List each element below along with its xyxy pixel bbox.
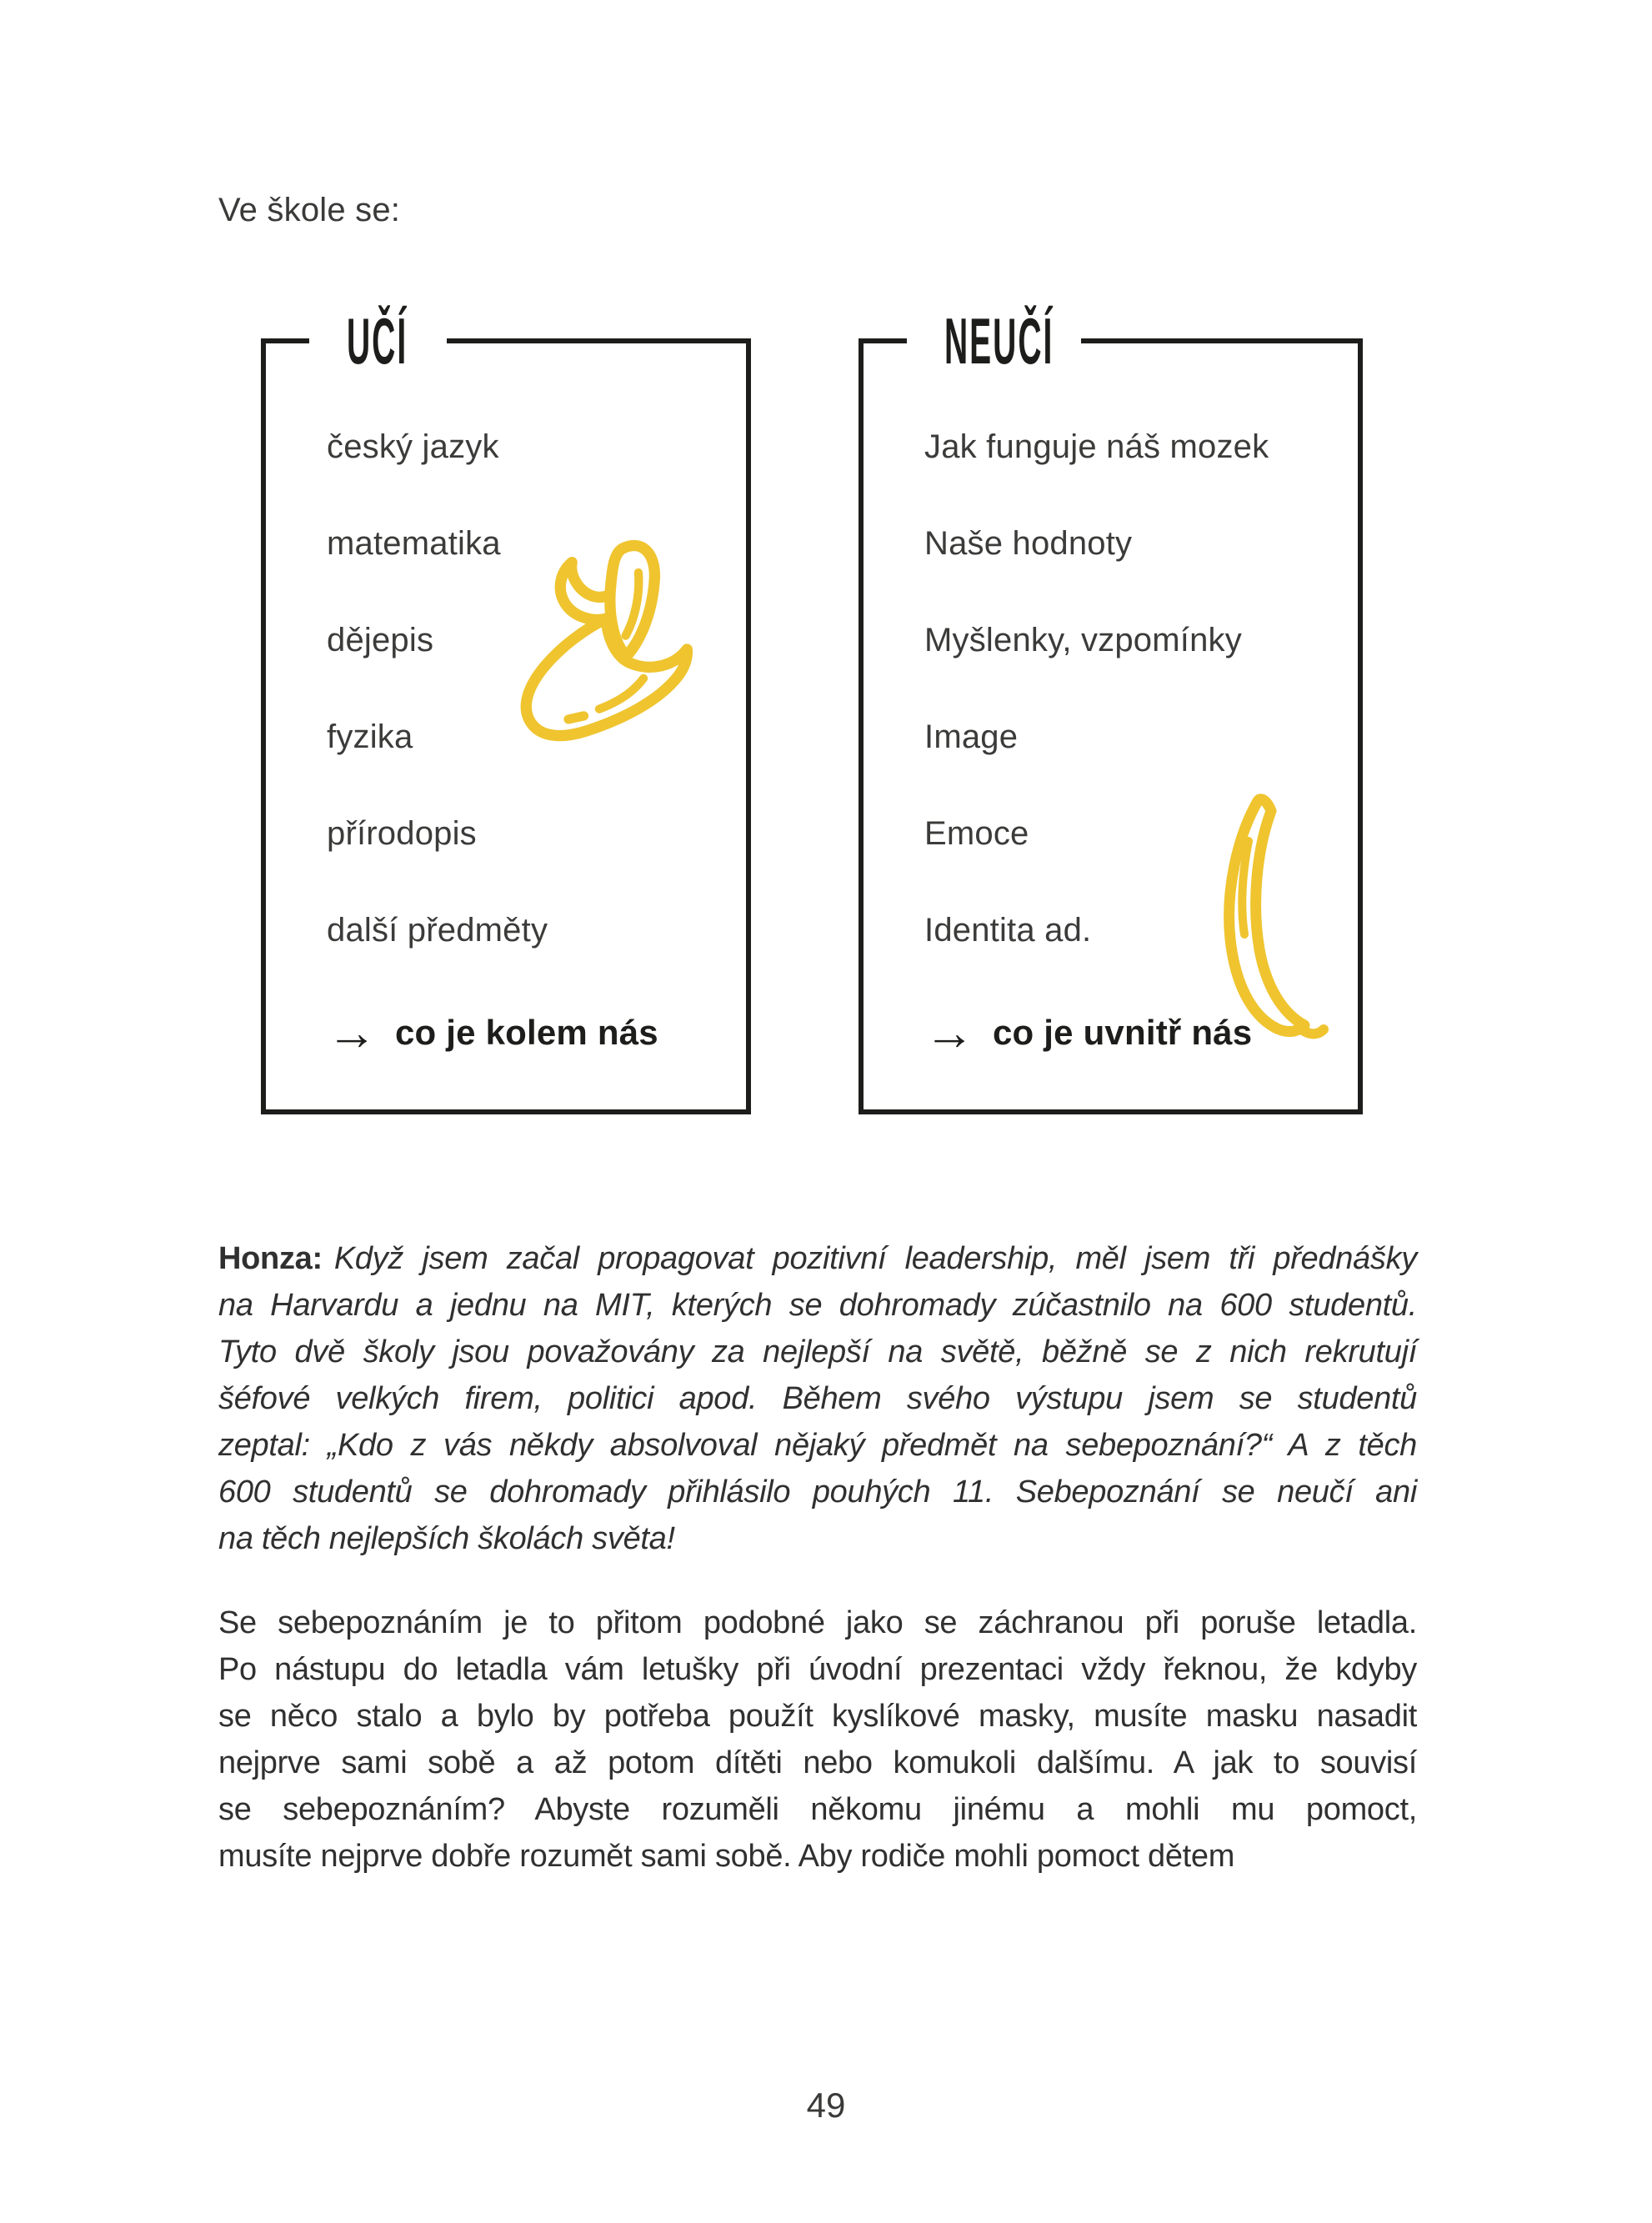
uci-box-header [261,304,751,378]
body-paragraph [218,1600,1417,1880]
list-item: další předměty [327,911,548,949]
paragraph-line-text: Když jsem začal propagovat pozitivní leadership, měl jsem tři přednášky [333,1241,1417,1276]
neuci-summary-label: co je uvnitř nás [993,1013,1253,1052]
list-item: český jazyk [327,428,499,465]
border-long-line [447,338,751,343]
uci-summary-label: co je kolem nás [395,1013,658,1052]
list-item: přírodopis [327,814,477,852]
list-item: Jak funguje náš mozek [924,428,1269,465]
paragraph-line: šéfové velkých firem, politici apod. Během svého výstupu jsem se studentů [218,1381,1417,1416]
border-long-line [1081,338,1363,343]
paragraph-line: nejprve sami sobě a až potom dítěti nebo komukoli dalšímu. A jak to souvisí [218,1745,1417,1780]
list-item: dějepis [327,621,434,658]
banana-icon [1205,790,1330,1045]
uci-title-wrap [347,304,413,378]
list-item: Image [924,718,1019,755]
honza-paragraph [218,1235,1417,1562]
paragraph-line: Po nástupu do letadla vám letušky při úvodní prezentaci vždy řeknou, že kdyby [218,1652,1417,1687]
paragraph-line: se něco stalo a bylo by potřeba použít kyslíkové masky, musíte masku nasadit [218,1699,1417,1734]
peeled-banana-icon [513,537,693,759]
paragraph-line: 600 studentů se dohromady přihlásilo pouhých 11. Sebepoznání se neučí ani [218,1474,1417,1510]
paragraph-line: musíte nejprve dobře rozumět sami sobě. Aby rodiče mohli pomoct dětem [218,1839,1235,1874]
list-item: Identita ad. [924,911,1092,949]
uci-summary-row [327,984,746,1081]
paragraph-line: Se sebepoznáním je to přitom podobné jako se záchranou při poruše letadla. [218,1605,1417,1640]
paragraph-line: Tyto dvě školy jsou považovány za nejlepší na světě, běžně se z nich rekrutují [218,1334,1417,1369]
uci-title: UČÍ [347,304,408,378]
page-number: 49 [806,2085,846,2125]
neuci-title: NEUČÍ [944,304,1054,378]
list-item: Emoce [924,814,1029,852]
right-arrow-icon: → [924,1004,974,1060]
list-item: matematika [327,524,501,562]
intro-text: Ve škole se: [218,192,401,228]
paragraph-line: zeptal: „Kdo z vás někdy absolvoval nějaký předmět na sebepoznání?“ A z těch [218,1428,1417,1463]
list-item: Naše hodnoty [924,524,1133,562]
border-stub-line [859,338,907,343]
list-item: Myšlenky, vzpomínky [924,621,1242,658]
right-arrow-icon: → [327,1004,377,1060]
neuci-box-header [859,304,1363,378]
speaker-name: Honza: [218,1241,323,1276]
paragraph-line: se sebepoznáním? Abyste rozuměli někomu jinému a mohli mu pomoct, [218,1792,1417,1827]
paragraph-line: na Harvardu a jednu na MIT, kterých se dohromady zúčastnilo na 600 studentů. [218,1288,1417,1323]
border-stub-line [261,338,309,343]
neuci-title-wrap [944,304,1054,378]
list-item: fyzika [327,718,413,755]
paragraph-line: na těch nejlepších školách světa! [218,1521,675,1556]
paragraph-line [218,1235,1417,1282]
